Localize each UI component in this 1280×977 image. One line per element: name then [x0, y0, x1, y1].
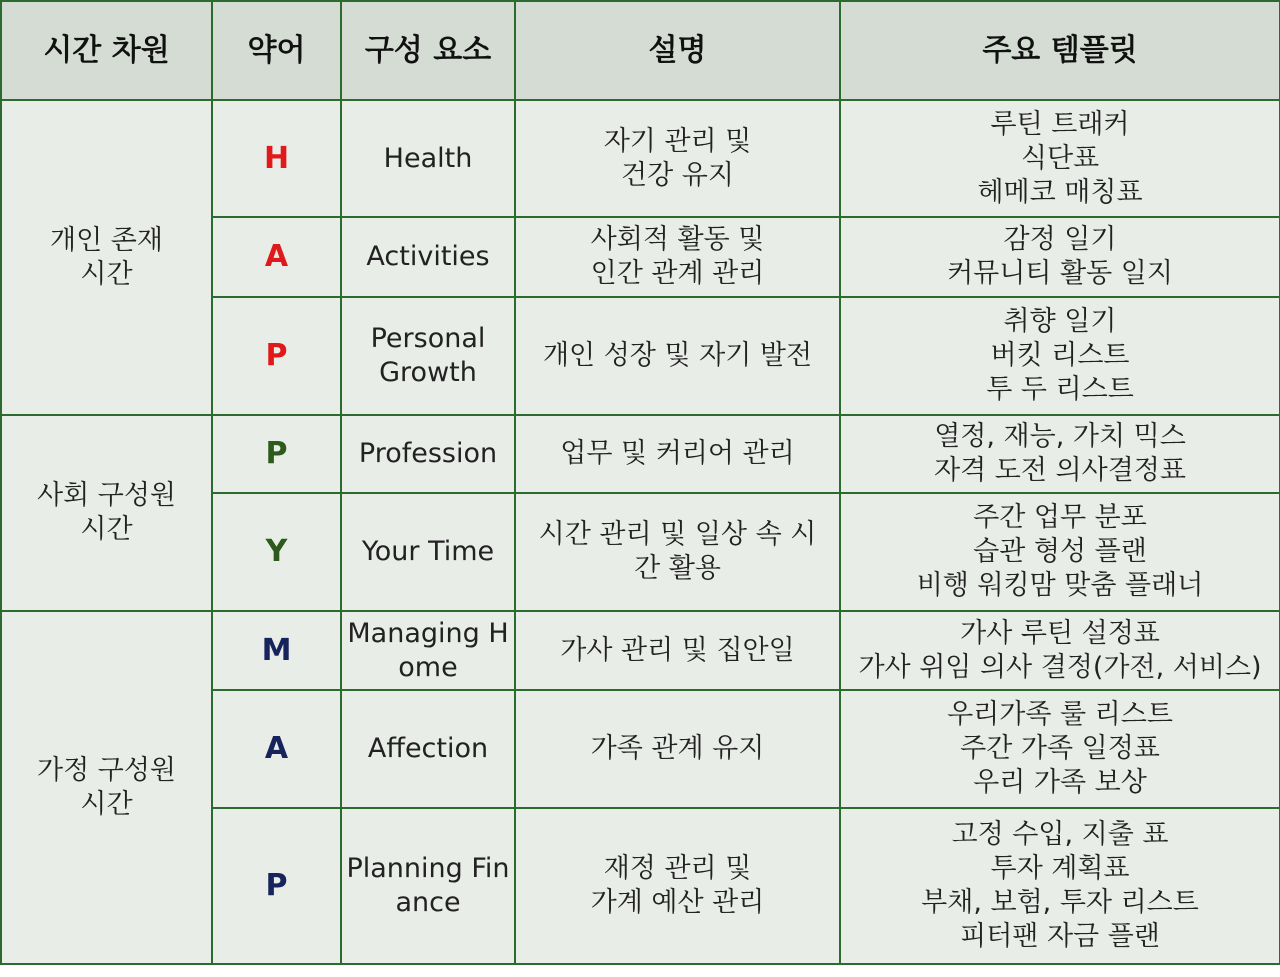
header-abbr: 약어	[212, 1, 341, 100]
component-cell: Profession	[341, 415, 515, 493]
templates-cell: 가사 루틴 설정표 가사 위임 의사 결정(가전, 서비스)	[840, 611, 1280, 690]
dimension-cell-social: 사회 구성원 시간	[1, 415, 212, 611]
abbr-cell: A	[212, 217, 341, 297]
description-cell: 가족 관계 유지	[515, 690, 840, 808]
abbr-cell: P	[212, 808, 341, 964]
abbr-cell: Y	[212, 493, 341, 611]
description-cell: 사회적 활동 및 인간 관계 관리	[515, 217, 840, 297]
templates-cell: 감정 일기 커뮤니티 활동 일지	[840, 217, 1280, 297]
abbr-cell: M	[212, 611, 341, 690]
header-description: 설명	[515, 1, 840, 100]
abbr-cell: P	[212, 415, 341, 493]
templates-cell: 주간 업무 분포 습관 형성 플랜 비행 워킹맘 맞춤 플래너	[840, 493, 1280, 611]
header-dimension: 시간 차원	[1, 1, 212, 100]
templates-cell: 취향 일기 버킷 리스트 투 두 리스트	[840, 297, 1280, 415]
abbr-cell: H	[212, 100, 341, 217]
component-cell: Planning Fin ance	[341, 808, 515, 964]
abbr-cell: A	[212, 690, 341, 808]
description-cell: 자기 관리 및 건강 유지	[515, 100, 840, 217]
templates-cell: 열정, 재능, 가치 믹스 자격 도전 의사결정표	[840, 415, 1280, 493]
templates-cell: 우리가족 룰 리스트 주간 가족 일정표 우리 가족 보상	[840, 690, 1280, 808]
header-templates: 주요 템플릿	[840, 1, 1280, 100]
templates-cell: 루틴 트래커 식단표 헤메코 매칭표	[840, 100, 1280, 217]
dimension-cell-family: 가정 구성원 시간	[1, 611, 212, 964]
component-cell: Managing H ome	[341, 611, 515, 690]
description-cell: 업무 및 커리어 관리	[515, 415, 840, 493]
component-cell: Health	[341, 100, 515, 217]
dimension-cell-personal: 개인 존재 시간	[1, 100, 212, 415]
component-cell: Your Time	[341, 493, 515, 611]
description-cell: 가사 관리 및 집안일	[515, 611, 840, 690]
description-cell: 개인 성장 및 자기 발전	[515, 297, 840, 415]
component-cell: Personal Growth	[341, 297, 515, 415]
header-component: 구성 요소	[341, 1, 515, 100]
table-row	[1, 415, 1280, 493]
table-row	[1, 100, 1280, 217]
component-cell: Affection	[341, 690, 515, 808]
component-cell: Activities	[341, 217, 515, 297]
header-row	[1, 1, 1280, 100]
table-row	[1, 611, 1280, 690]
description-cell: 시간 관리 및 일상 속 시 간 활용	[515, 493, 840, 611]
abbr-cell: P	[212, 297, 341, 415]
description-cell: 재정 관리 및 가계 예산 관리	[515, 808, 840, 964]
templates-cell: 고정 수입, 지출 표 투자 계획표 부채, 보험, 투자 리스트 피터팬 자금 플랜	[840, 808, 1280, 964]
